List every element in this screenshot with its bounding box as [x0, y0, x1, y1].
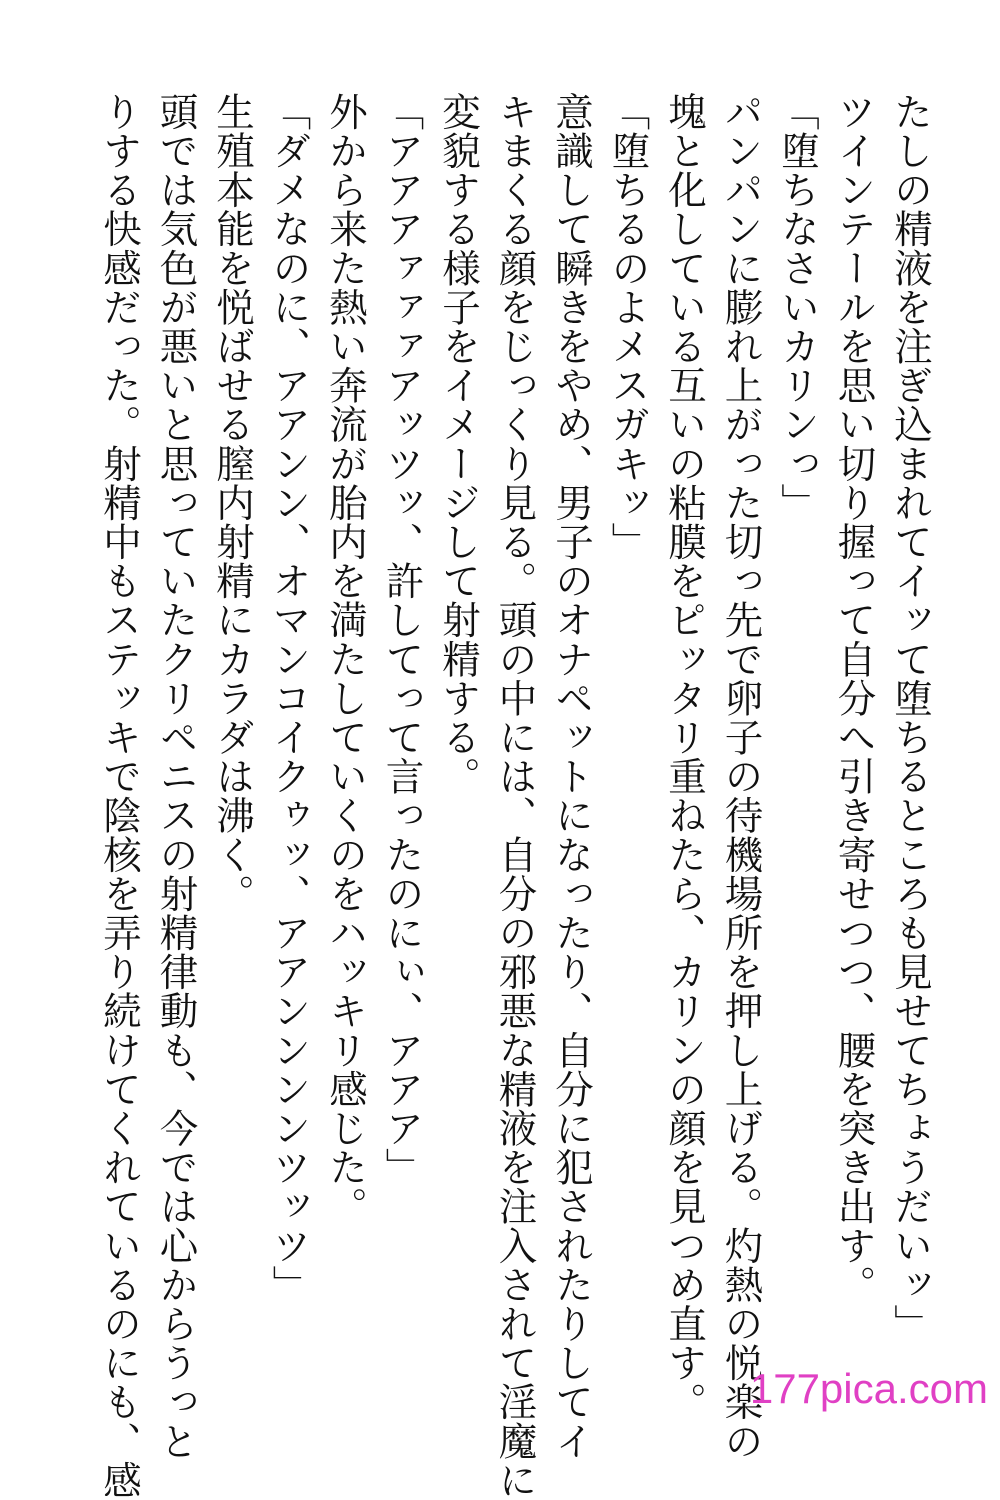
text-line: 塊と化している互いの粘膜をピッタリ重ねたら、カリンの顔を見つめ直す。: [662, 92, 707, 1422]
text-line: 変貌する様子をイメージして射精する。: [436, 92, 481, 796]
text-line: 頭では気色が悪いと思っていたクリペニスの射精律動も、今では心からうっと: [153, 92, 199, 1461]
text-line: 「ダメなのに、アアンン、オマンコイクゥッ、アアンンンンツッツ」: [266, 92, 312, 1305]
text-line: たしの精液を注ぎ込まれてイッて堕ちるところも見せてちょうだいッ」: [888, 92, 933, 1344]
text-line: キまくる顔をじっくり見る。頭の中には、自分の邪悪な精液を注入されて淫魔に: [492, 92, 538, 1500]
text-line: パンパンに膨れ上がった切っ先で卵子の待機場所を押し上げる。灼熱の悦楽の: [718, 92, 764, 1461]
watermark: 177pica.com: [749, 1365, 988, 1412]
text-line: りする快感だった。射精中もステッキで陰核を弄り続けてくれているのにも、感: [97, 92, 142, 1500]
text-line: 外から来た熱い奔流が胎内を満たしていくのをハッキリ感じた。: [323, 92, 368, 1226]
text-line: 「堕ちるのよメスガキッ」: [605, 92, 651, 562]
text-line: 生殖本能を悦ばせる膣内射精にカラダは沸く。: [210, 92, 255, 914]
text-line: 意識して瞬きをやめ、男子のオナペットになったり、自分に犯されたりしてイ: [549, 92, 594, 1461]
text-line: 「堕ちなさいカリンっ」: [775, 92, 820, 523]
text-line: ツインテールを思い切り握って自分へ引き寄せつつ、腰を突き出す。: [831, 92, 877, 1305]
text-line: 「アアアァァァアッツッ、許してって言ったのにぃ、アアア」: [379, 92, 425, 1187]
